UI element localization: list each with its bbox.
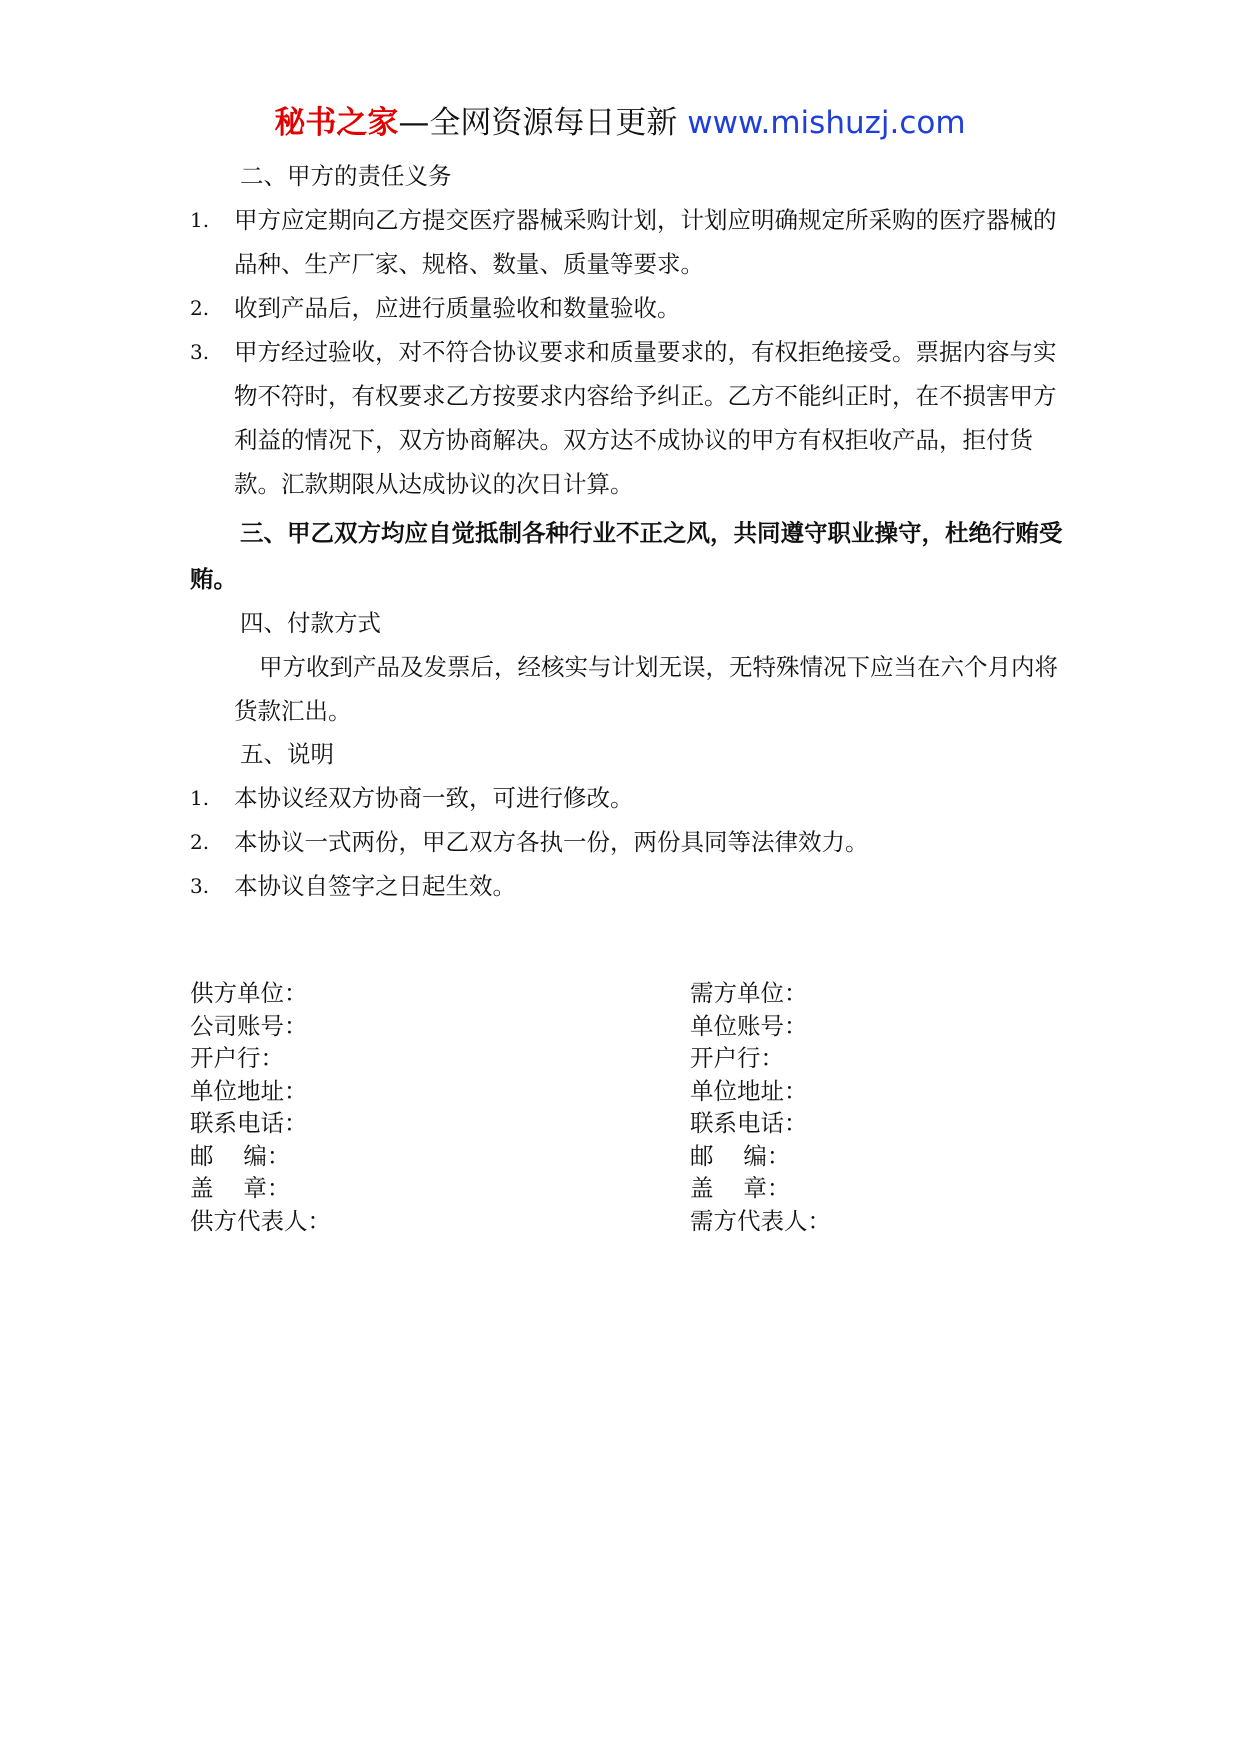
list-item-number: 2. xyxy=(190,296,210,320)
signature-field: 联系电话： xyxy=(690,1109,808,1137)
signature-field: 单位地址： xyxy=(190,1076,308,1105)
list-item-text: 本协议一式两份，甲乙双方各执一份，两份具同等法律效力。 xyxy=(234,828,869,856)
signature-field: 开户行： xyxy=(690,1044,784,1072)
watermark-banner xyxy=(0,100,1240,146)
signature-field: 邮 编： xyxy=(690,1141,791,1170)
list-item-number: 3. xyxy=(190,874,210,898)
signature-field: 邮 编： xyxy=(190,1141,291,1170)
signature-field: 供方代表人： xyxy=(190,1206,331,1235)
list-item-text: 收到产品后，应进行质量验收和数量验收。 xyxy=(234,294,681,322)
signature-field: 盖 章： xyxy=(190,1174,291,1202)
list-item-number: 3. xyxy=(190,340,210,364)
supplier-signature-block xyxy=(190,977,331,1237)
signature-field: 盖 章： xyxy=(690,1174,791,1202)
signature-field: 需方单位： xyxy=(690,979,808,1007)
document-body xyxy=(190,155,1070,908)
section-3-clause: 三、甲乙双方均应自觉抵制各种行业不正之风，共同遵守职业操守，杜绝行贿受贿。 xyxy=(190,519,1063,593)
list-item xyxy=(190,286,1070,330)
banner-tagline: —全网资源每日更新 xyxy=(398,105,688,141)
list-item-number: 2. xyxy=(190,830,210,854)
section-2-title: 二、甲方的责任义务 xyxy=(240,162,452,190)
section-5-title: 五、说明 xyxy=(240,740,334,768)
list-item-number: 1. xyxy=(190,786,210,810)
list-item-text: 本协议自签字之日起生效。 xyxy=(234,872,516,900)
signature-field: 单位地址： xyxy=(690,1076,808,1105)
banner-brand: 秘书之家 xyxy=(274,105,399,141)
list-item-text: 甲方经过验收，对不符合协议要求和质量要求的，有权拒绝接受。票据内容与实物不符时，有权要求乙方按要求内容给予纠正。乙方不能纠正时，在不损害甲方利益的情况下，双方协商解决。双方达不成协议的甲方有权拒收产品，拒付货款。汇款期限从达成协议的次日计算。 xyxy=(234,338,1057,498)
buyer-signature-block xyxy=(690,977,831,1237)
list-item xyxy=(190,330,1070,506)
signature-field: 开户行： xyxy=(190,1044,284,1072)
list-item-text: 本协议经双方协商一致，可进行修改。 xyxy=(234,784,634,812)
signature-field: 联系电话： xyxy=(190,1109,308,1137)
list-item xyxy=(190,198,1070,286)
section-4-title: 四、付款方式 xyxy=(240,609,381,637)
list-item xyxy=(190,864,1070,908)
banner-url: www.mishuzj.com xyxy=(687,105,966,141)
signature-field: 公司账号： xyxy=(190,1011,308,1040)
list-item-text: 甲方应定期向乙方提交医疗器械采购计划，计划应明确规定所采购的医疗器械的品种、生产厂家、规格、数量、质量等要求。 xyxy=(234,206,1057,278)
signature-field: 需方代表人： xyxy=(690,1206,831,1235)
list-item xyxy=(190,820,1070,864)
section-4-body: 甲方收到产品及发票后，经核实与计划无误，无特殊情况下应当在六个月内将货款汇出。 xyxy=(234,653,1058,725)
list-item xyxy=(190,776,1070,820)
signature-field: 单位账号： xyxy=(690,1011,808,1040)
list-item-number: 1. xyxy=(190,208,210,232)
signature-field: 供方单位： xyxy=(190,979,308,1007)
